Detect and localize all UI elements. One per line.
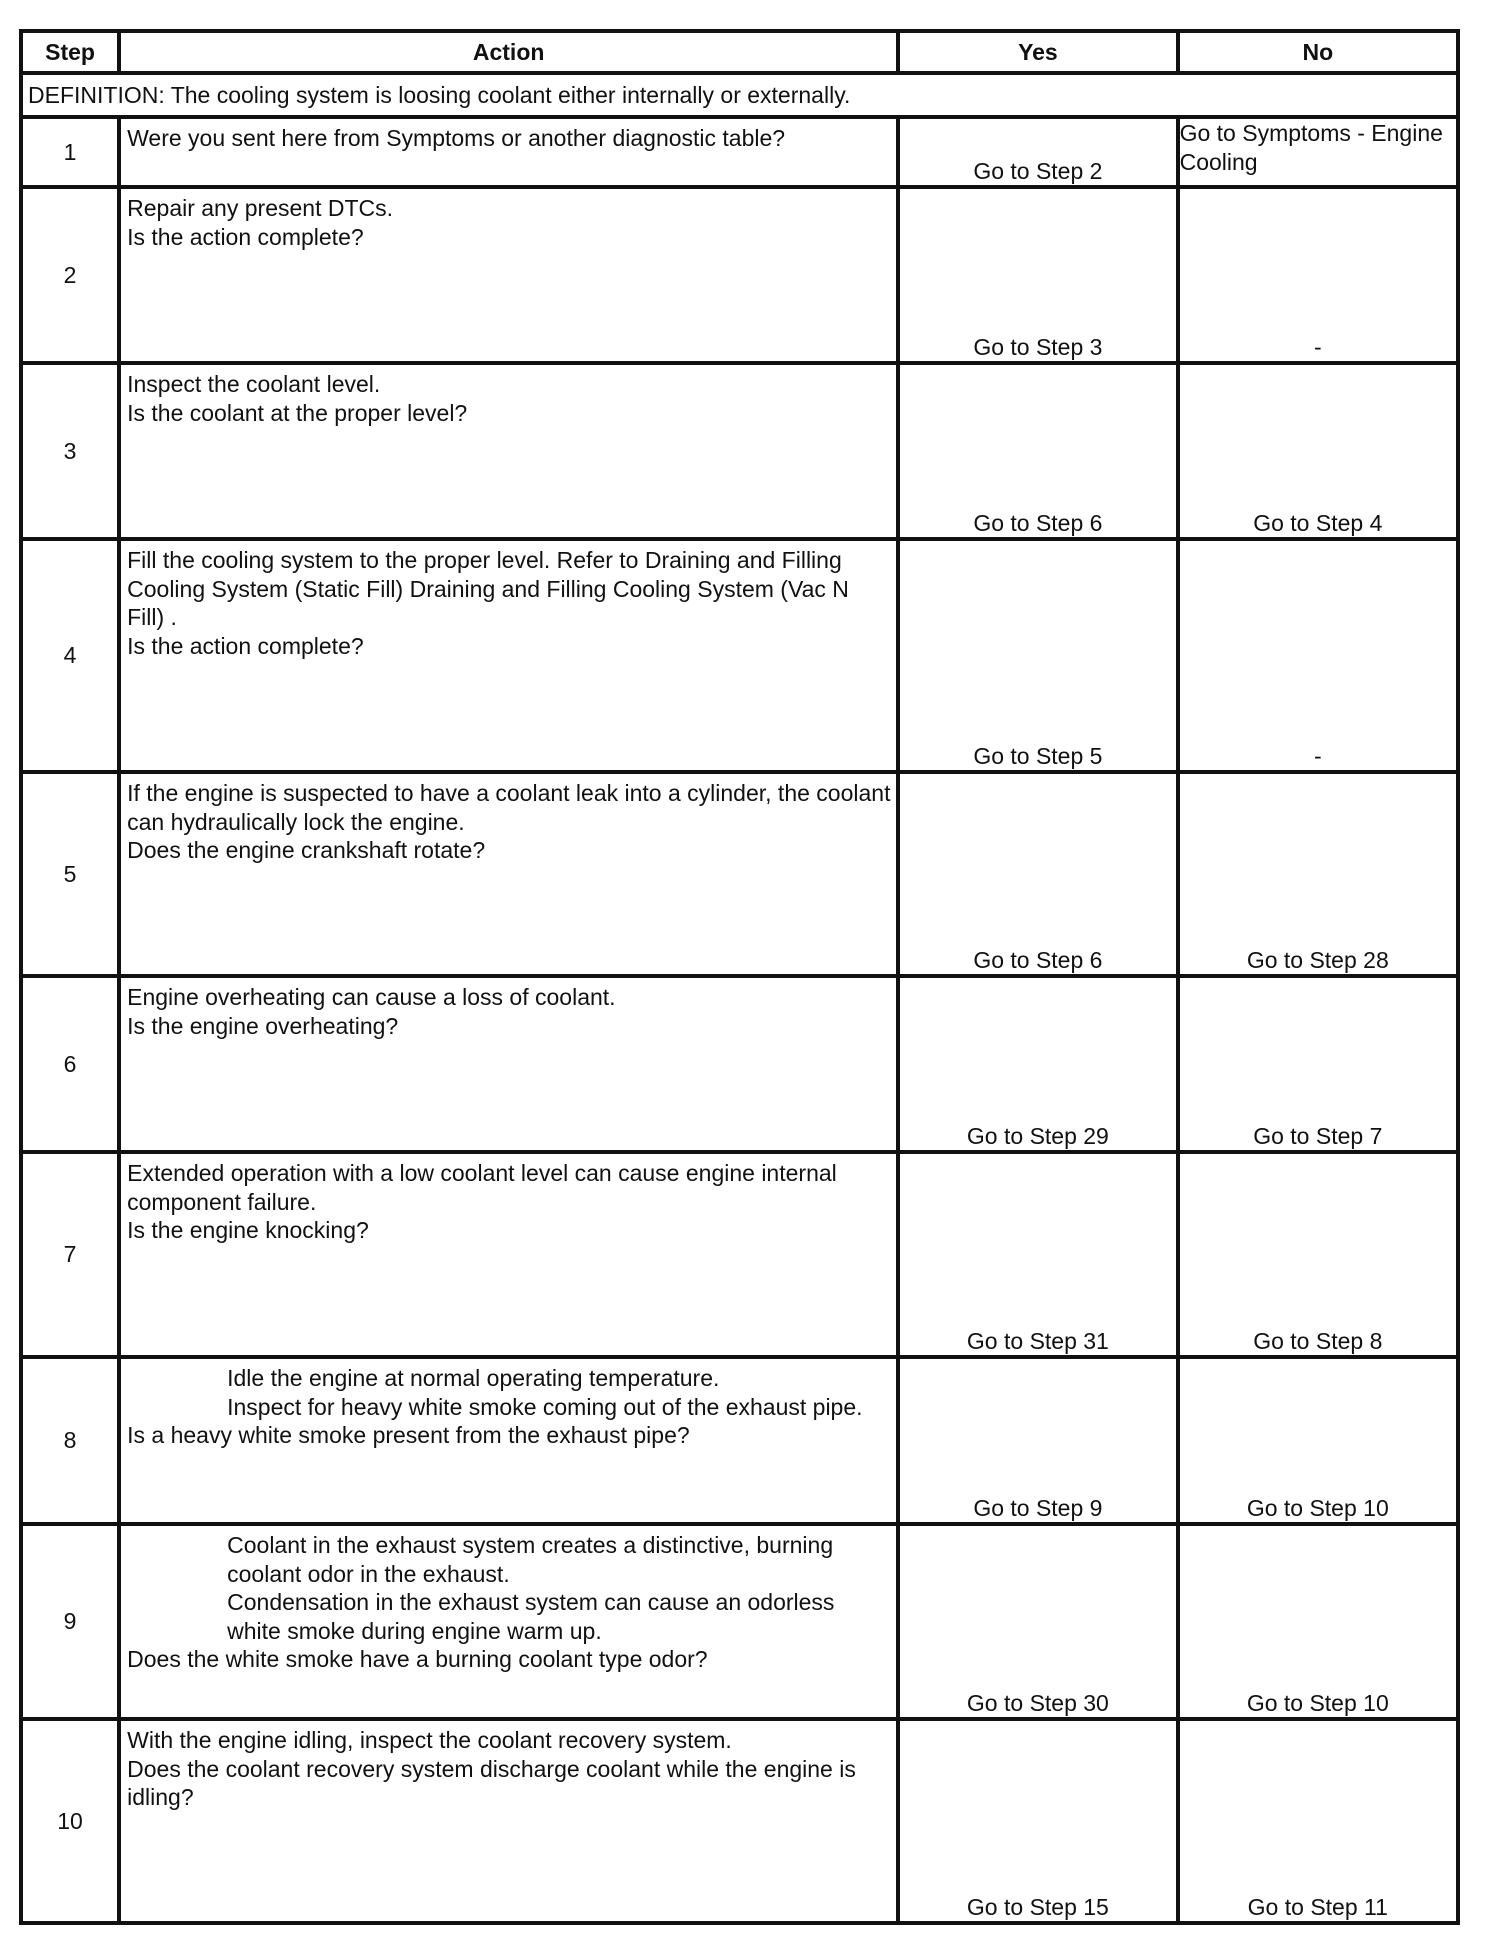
question-text: Is the engine overheating?	[127, 1012, 399, 1039]
header-step: Step	[21, 31, 119, 73]
no-result: -	[1178, 187, 1458, 363]
header-row	[21, 31, 1458, 73]
step-number: 9	[21, 1524, 119, 1719]
header-no: No	[1178, 31, 1458, 73]
table-row	[21, 1357, 1458, 1524]
action-text: Condensation in the exhaust system can cause an odorless white smoke during engine warm up.	[227, 1589, 835, 1644]
question-text: Does the coolant recovery system discharge coolant while the engine is idling?	[127, 1755, 856, 1810]
action-text: If the engine is suspected to have a coolant leak into a cylinder, the coolant can hydraulically lock the engine.	[127, 780, 891, 835]
step-number: 2	[21, 187, 119, 363]
action-text: Coolant in the exhaust system creates a distinctive, burning coolant odor in the exhaust.	[227, 1532, 834, 1587]
action-text: Were you sent here from Symptoms or another diagnostic table?	[127, 125, 786, 151]
table-row	[21, 772, 1458, 976]
no-result: Go to Step 8	[1178, 1152, 1458, 1357]
action-text: Inspect the coolant level.	[127, 371, 381, 397]
action-text: Engine overheating can cause a loss of coolant.	[127, 984, 616, 1010]
no-result: Go to Step 7	[1178, 976, 1458, 1152]
table-row	[21, 976, 1458, 1152]
table-row	[21, 1524, 1458, 1719]
table-row	[21, 117, 1458, 187]
no-result: Go to Symptoms - Engine Cooling	[1178, 117, 1458, 187]
no-result: Go to Step 4	[1178, 363, 1458, 539]
definition-row	[21, 73, 1458, 117]
step-number: 7	[21, 1152, 119, 1357]
yes-result: Go to Step 30	[898, 1524, 1177, 1719]
step-number: 10	[21, 1719, 119, 1923]
action-text: Idle the engine at normal operating temperature.	[227, 1365, 720, 1391]
step-number: 4	[21, 539, 119, 772]
table-row	[21, 539, 1458, 772]
action-text: Extended operation with a low coolant level can cause engine internal component failure.	[127, 1160, 837, 1215]
action-text: With the engine idling, inspect the coolant recovery system.	[127, 1727, 732, 1753]
question-text: Is the coolant at the proper level?	[127, 399, 468, 426]
step-number: 3	[21, 363, 119, 539]
yes-result: Go to Step 3	[898, 187, 1177, 363]
question-text: Is the action complete?	[127, 632, 364, 659]
definition-text: DEFINITION: The cooling system is loosing coolant either internally or externally.	[21, 73, 1458, 117]
yes-result: Go to Step 6	[898, 363, 1177, 539]
yes-result: Go to Step 15	[898, 1719, 1177, 1923]
yes-result: Go to Step 5	[898, 539, 1177, 772]
step-number: 6	[21, 976, 119, 1152]
table-row	[21, 1719, 1458, 1923]
table-row	[21, 187, 1458, 363]
no-result: -	[1178, 539, 1458, 772]
action-text: Inspect for heavy white smoke coming out of the exhaust pipe.	[227, 1393, 863, 1420]
action-text: Repair any present DTCs.	[127, 195, 394, 221]
no-result: Go to Step 10	[1178, 1524, 1458, 1719]
table-row	[21, 363, 1458, 539]
question-text: Does the engine crankshaft rotate?	[127, 837, 486, 863]
yes-result: Go to Step 2	[898, 117, 1177, 187]
step-number: 5	[21, 772, 119, 976]
no-result: Go to Step 11	[1178, 1719, 1458, 1923]
yes-result: Go to Step 9	[898, 1357, 1177, 1524]
yes-result: Go to Step 31	[898, 1152, 1177, 1357]
step-number: 1	[21, 117, 119, 187]
question-text: Is the engine knocking?	[127, 1217, 369, 1243]
no-result: Go to Step 10	[1178, 1357, 1458, 1524]
no-result: Go to Step 28	[1178, 772, 1458, 976]
action-text: Fill the cooling system to the proper level. Refer to Draining and Filling Cooling System (Static Fill) Draining and Filling Cooling System (Vac N Fill) .	[127, 547, 849, 630]
question-text: Is the action complete?	[127, 223, 364, 250]
table-row	[21, 1152, 1458, 1357]
header-yes: Yes	[898, 31, 1177, 73]
question-text: Is a heavy white smoke present from the exhaust pipe?	[127, 1422, 690, 1448]
yes-result: Go to Step 6	[898, 772, 1177, 976]
question-text: Does the white smoke have a burning coolant type odor?	[127, 1646, 708, 1672]
diagnostic-table	[19, 29, 1460, 1925]
yes-result: Go to Step 29	[898, 976, 1177, 1152]
header-action: Action	[119, 31, 898, 73]
step-number: 8	[21, 1357, 119, 1524]
